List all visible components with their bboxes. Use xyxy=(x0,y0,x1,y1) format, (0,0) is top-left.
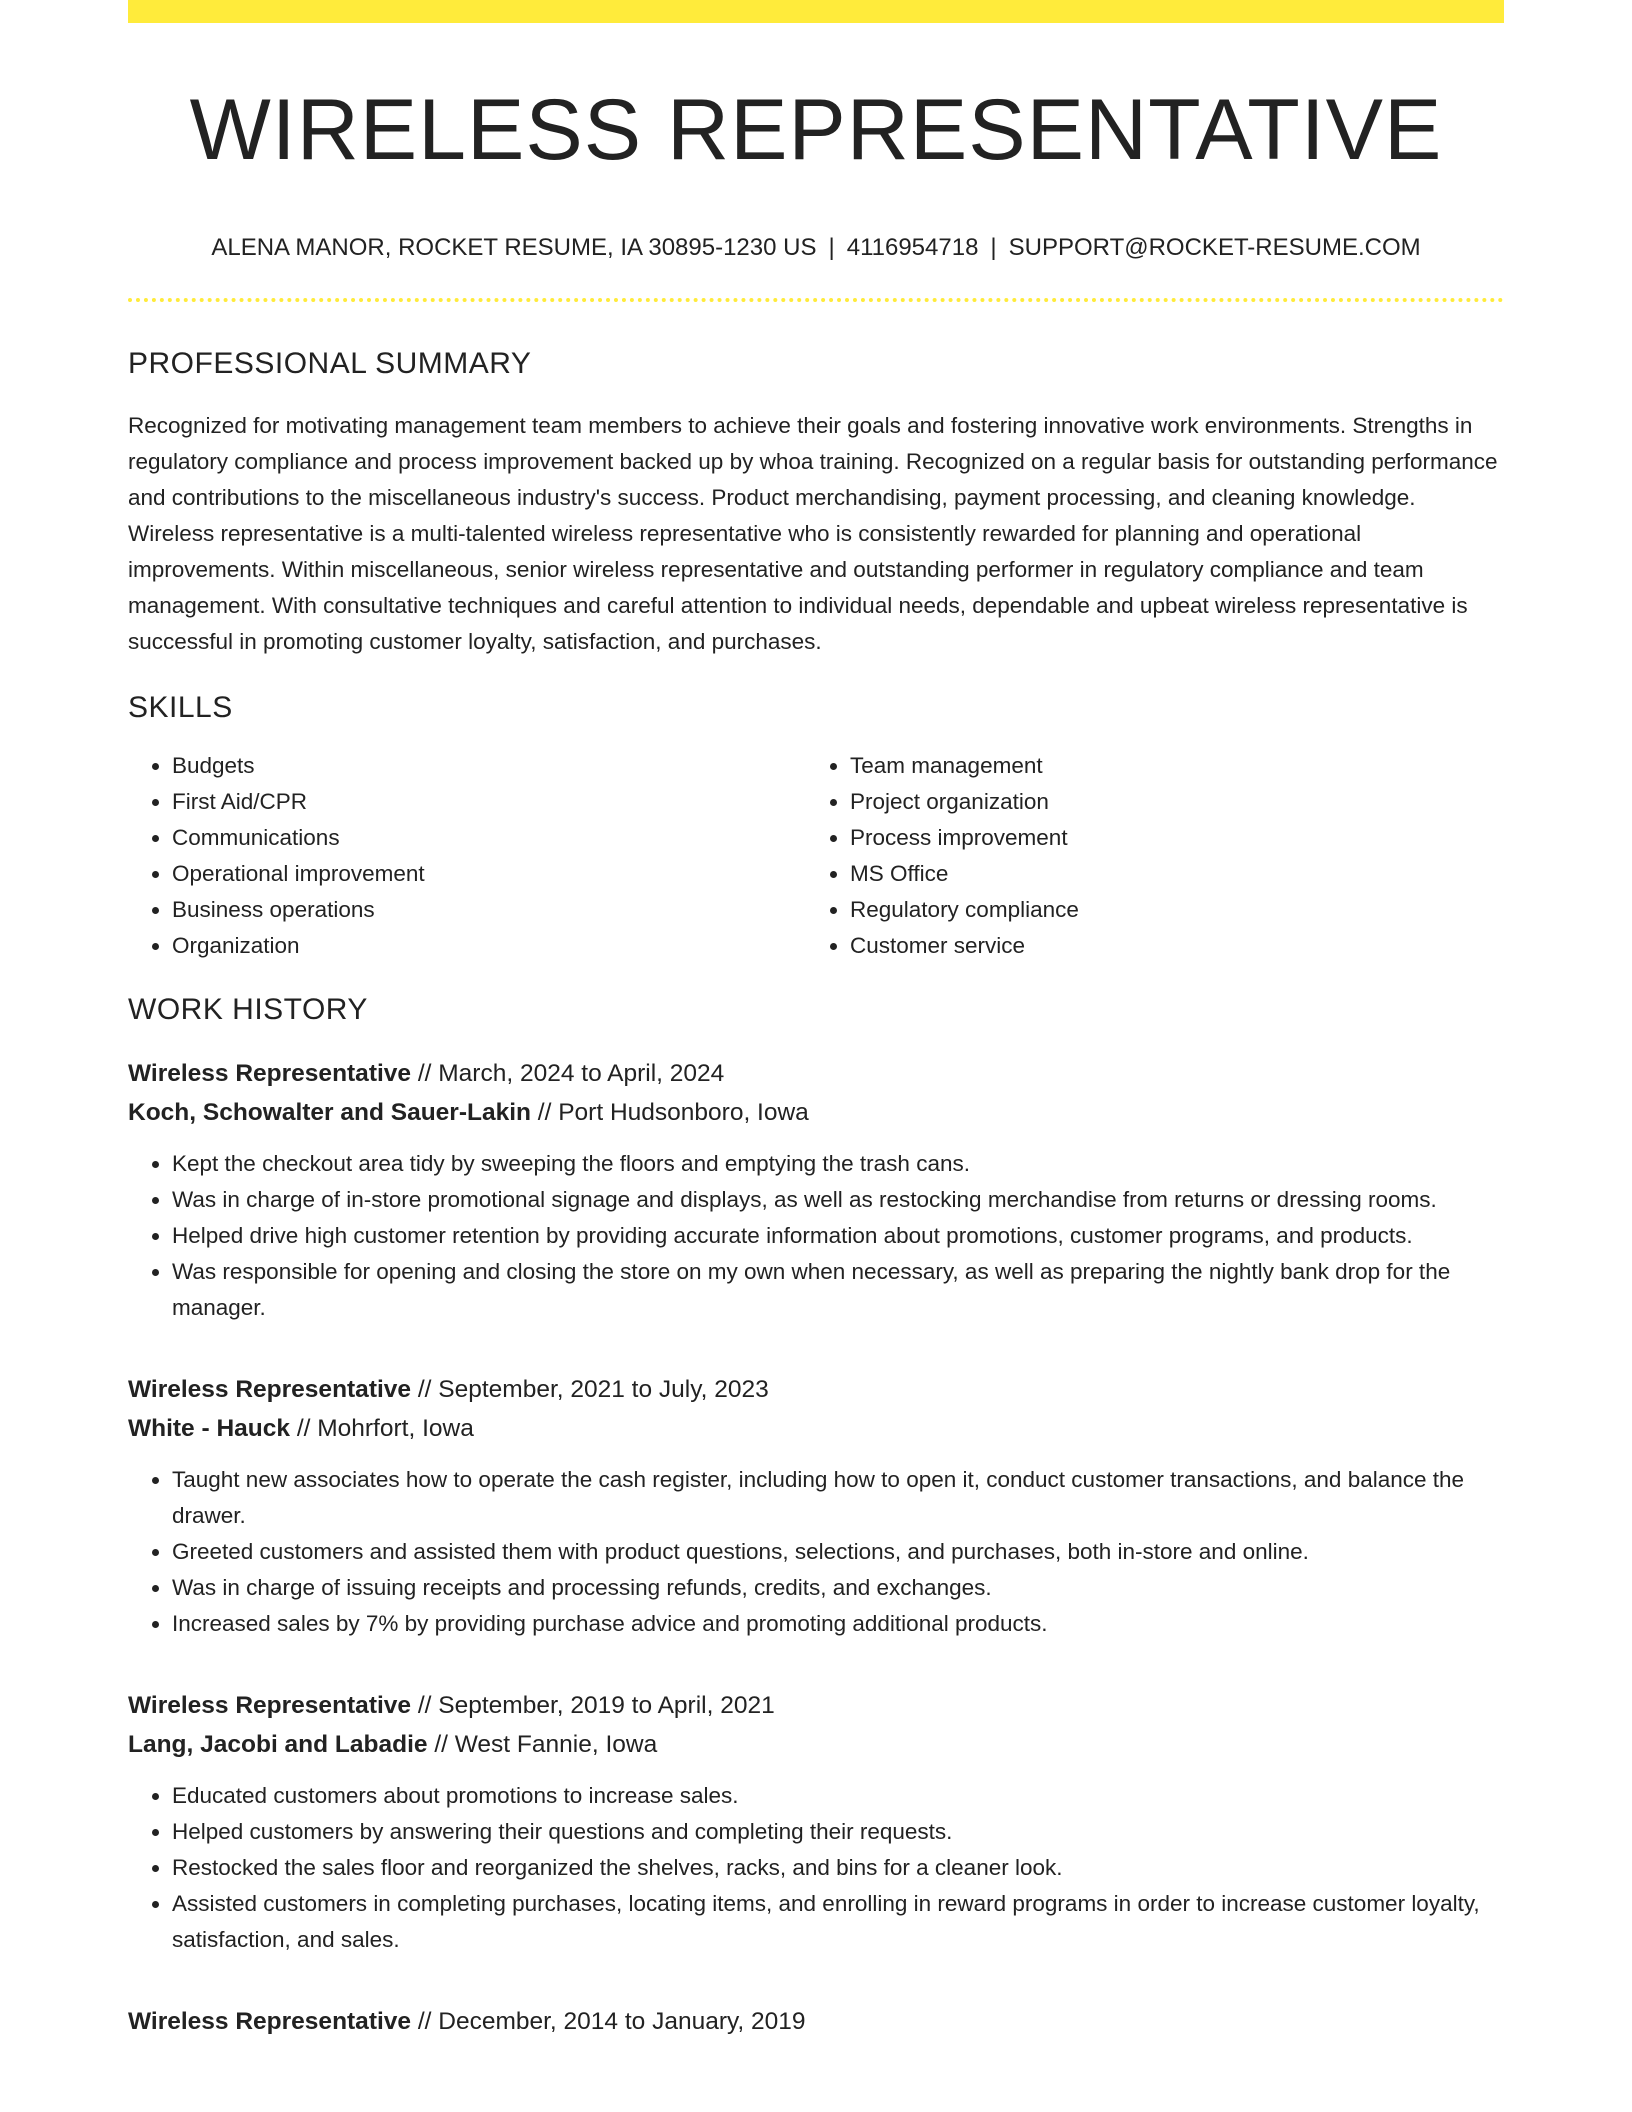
job-bullet: • Taught new associates how to operate the cash register, including how to open it, conduct customer transactions, and balance the drawer. xyxy=(172,1462,1504,1534)
job-bullets xyxy=(128,1778,1504,1958)
skill-item: • Process improvement xyxy=(850,820,1484,856)
job-bullet: • Restocked the sales floor and reorganized the shelves, racks, and bins for a cleaner look. xyxy=(172,1850,1504,1886)
job-role: Wireless Representative xyxy=(128,1376,412,1404)
job-role: Wireless Representative xyxy=(128,2008,412,2036)
summary-section xyxy=(128,346,1504,660)
job-company: Lang, Jacobi and Labadie xyxy=(128,1731,428,1759)
skills-columns xyxy=(128,748,1504,964)
job-company-line xyxy=(128,1093,1504,1132)
contact-address: ALENA MANOR, ROCKET RESUME, IA 30895-1230 US xyxy=(211,233,817,261)
job-role-line xyxy=(128,1370,1504,1409)
skill-item: • Team management xyxy=(850,748,1484,784)
job-dates: // December, 2014 to January, 2019 xyxy=(417,2008,806,2036)
skill-item: • Regulatory compliance xyxy=(850,892,1484,928)
contact-line xyxy=(128,234,1504,263)
job-bullet: • Was in charge of issuing receipts and processing refunds, credits, and exchanges. xyxy=(172,1570,1504,1606)
skill-item: • Budgets xyxy=(172,748,806,784)
summary-heading: PROFESSIONAL SUMMARY xyxy=(128,347,532,381)
job-entry xyxy=(128,1054,1504,1326)
job-entry xyxy=(128,2002,1504,2041)
job-role: Wireless Representative xyxy=(128,1692,412,1720)
skills-right-list xyxy=(806,748,1484,964)
summary-text: Recognized for motivating management team members to achieve their goals and fostering innovative work environments. Strengths in regulatory compliance and process improvement backed up by whoa training. Recognized on a regular basis for outstanding performance and contributions to the miscellaneous industry's success. Product merchandising, payment processing, and cleaning knowledge. Wireless representative is a multi-talented wireless representative who is consistently rewarded for planning and operational improvements. Within miscellaneous, senior wireless representative and outstanding performer in regulatory compliance and team management. With consultative techniques and careful attention to individual needs, dependable and upbeat wireless representative is successful in promoting customer loyalty, satisfaction, and purchases. xyxy=(128,413,1498,655)
job-bullet: • Helped drive high customer retention by providing accurate information about promotions, customer programs, and products. xyxy=(172,1218,1504,1254)
contact-separator: | xyxy=(828,233,835,261)
job-bullets xyxy=(128,1146,1504,1326)
contact-email: SUPPORT@ROCKET-RESUME.COM xyxy=(1008,233,1421,261)
job-company: Koch, Schowalter and Sauer-Lakin xyxy=(128,1099,531,1127)
job-bullet: • Increased sales by 7% by providing purchase advice and promoting additional products. xyxy=(172,1606,1504,1642)
job-role-line xyxy=(128,1686,1504,1725)
skill-item: • MS Office xyxy=(850,856,1484,892)
job-bullet: • Helped customers by answering their questions and completing their requests. xyxy=(172,1814,1504,1850)
job-bullet: • Greeted customers and assisted them with product questions, selections, and purchases, both in-store and online. xyxy=(172,1534,1504,1570)
job-role-line xyxy=(128,1054,1504,1093)
skill-item: • First Aid/CPR xyxy=(172,784,806,820)
skill-item: • Organization xyxy=(172,928,806,964)
work-history-section xyxy=(128,992,1504,2041)
skill-item: • Project organization xyxy=(850,784,1484,820)
job-location: // Port Hudsonboro, Iowa xyxy=(537,1099,809,1127)
dotted-divider xyxy=(128,298,1504,302)
skill-item: • Operational improvement xyxy=(172,856,806,892)
skill-item: • Communications xyxy=(172,820,806,856)
resume-title: WIRELESS REPRESENTATIVE xyxy=(189,82,1443,178)
contact-separator: | xyxy=(990,233,997,261)
job-entry xyxy=(128,1686,1504,1958)
skills-section xyxy=(128,690,1504,964)
job-bullet: • Assisted customers in completing purchases, locating items, and enrolling in reward programs in order to increase customer loyalty, satisfaction, and sales. xyxy=(172,1886,1504,1958)
resume-page xyxy=(128,0,1504,2041)
skills-left-list xyxy=(128,748,806,964)
skills-heading: SKILLS xyxy=(128,691,233,725)
job-company-line xyxy=(128,1409,1504,1448)
job-role: Wireless Representative xyxy=(128,1060,412,1088)
job-role-line xyxy=(128,2002,1504,2041)
skill-item: • Business operations xyxy=(172,892,806,928)
job-bullets xyxy=(128,1462,1504,1642)
job-location: // West Fannie, Iowa xyxy=(434,1731,658,1759)
job-bullet: • Educated customers about promotions to increase sales. xyxy=(172,1778,1504,1814)
skill-item: • Customer service xyxy=(850,928,1484,964)
job-location: // Mohrfort, Iowa xyxy=(296,1415,474,1443)
job-company-line xyxy=(128,1725,1504,1764)
job-company: White - Hauck xyxy=(128,1415,290,1443)
job-dates: // September, 2021 to July, 2023 xyxy=(417,1376,769,1404)
work-history-heading: WORK HISTORY xyxy=(128,993,368,1027)
job-bullet: • Was responsible for opening and closing the store on my own when necessary, as well as preparing the nightly bank drop for the manager. xyxy=(172,1254,1504,1326)
job-bullet: • Kept the checkout area tidy by sweeping the floors and emptying the trash cans. xyxy=(172,1146,1504,1182)
job-bullet: • Was in charge of in-store promotional signage and displays, as well as restocking merchandise from returns or dressing rooms. xyxy=(172,1182,1504,1218)
job-dates: // September, 2019 to April, 2021 xyxy=(417,1692,775,1720)
job-dates: // March, 2024 to April, 2024 xyxy=(417,1060,725,1088)
job-entry xyxy=(128,1370,1504,1642)
contact-phone: 4116954718 xyxy=(846,233,979,261)
accent-bar xyxy=(128,0,1504,23)
